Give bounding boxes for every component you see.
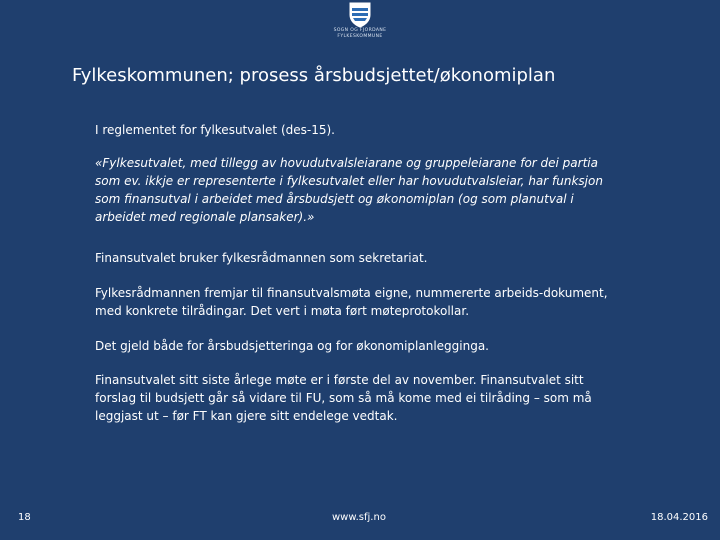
county-shield-icon xyxy=(349,2,371,28)
paragraph-working-documents: Fylkesrådmannen fremjar til finansutvalsmøta eigne, nummererte arbeids-dokument, med konkrete tilrådingar. Det vert i møta ført møteprotokollar. xyxy=(95,286,608,318)
paragraph-budget-scope: Det gjeld både for årsbudsjetteringa og for økonomiplanlegginga. xyxy=(95,339,489,353)
paragraph-regulation: I reglementet for fylkesutvalet (des-15). xyxy=(95,123,335,137)
footer-date: 18.04.2016 xyxy=(650,512,708,523)
logo-text-line1: SOGN OG FJORDANE xyxy=(333,28,387,33)
footer-url: www.sfj.no xyxy=(332,512,386,523)
paragraph-final-meeting: Finansutvalet sitt siste årlege møte er i første del av november. Finansutvalet sitt forslag til budsjett går så vidare til FU, som så må kome med ei tilråding – som må leggjast ut – før FT kan gjere sitt endelege vedtak. xyxy=(95,373,592,423)
slide-page-number: 18 xyxy=(18,512,31,523)
paragraph-secretariat: Finansutvalet bruker fylkesrådmannen som sekretariat. xyxy=(95,251,428,265)
slide-title: Fylkeskommunen; prosess årsbudsjettet/økonomiplan xyxy=(72,65,556,86)
paragraph-quote: «Fylkesutvalet, med tillegg av hovudutvalsleiarane og gruppeleiarane for dei partia som ev. ikkje er representerte i fylkesutvalet eller har hovudutvalsleiar, har funksjon som finansutval i arbeidet med årsbudsjett og økonomiplan (og som planutval i arbeidet med regionale plansaker).» xyxy=(95,156,603,224)
logo xyxy=(322,2,398,48)
logo-text-line2: FYLKESKOMMUNE xyxy=(337,34,383,39)
